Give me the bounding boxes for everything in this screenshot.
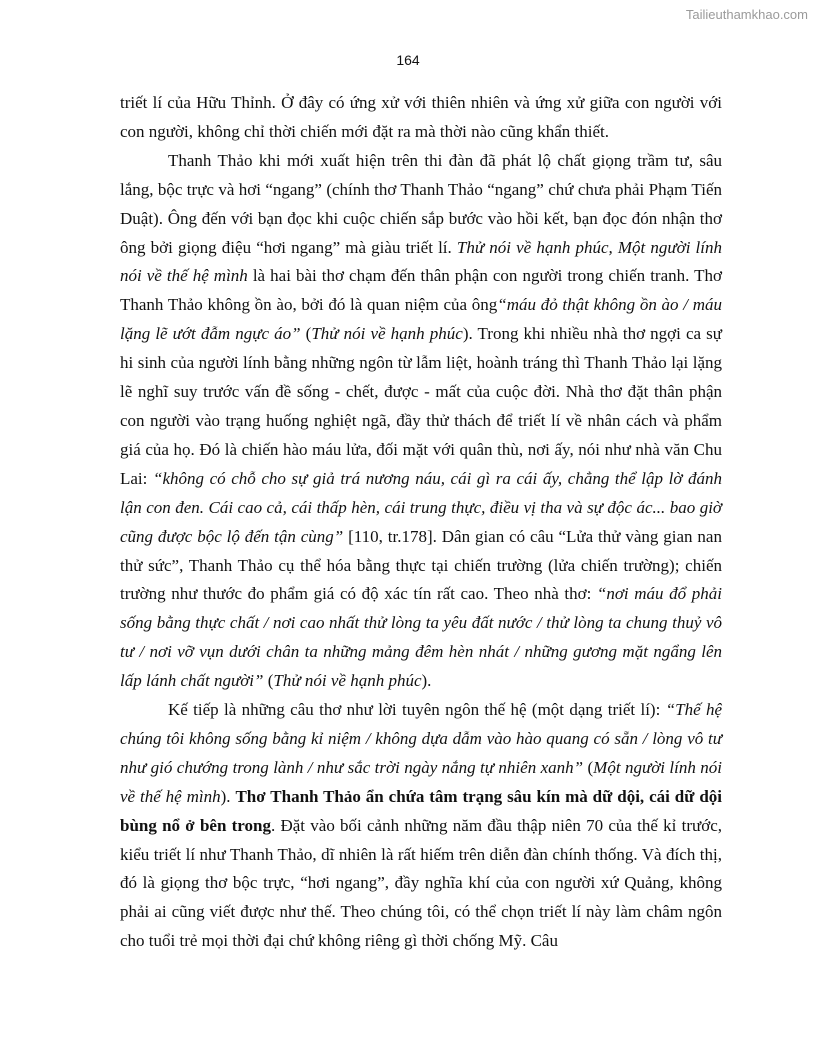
bold-thesis: Thơ Thanh Thảo ẩn chứa tâm trạng sâu kín mà dữ dội, cái dữ dội bùng nổ ở bên trong: [120, 786, 722, 835]
text-run: (: [583, 757, 594, 777]
paragraph-3: [120, 696, 722, 956]
text-run: (: [263, 671, 274, 691]
text-run: ).: [421, 671, 432, 691]
text-run: (: [300, 324, 312, 344]
prose-quote: “không có chỗ cho sự giả trá nương náu, cái gì ra cái ấy, chẳng thể lập lờ đánh lận con đen. Cái cao cả, cái thấp hèn, cái trung thực, điều vị tha và sự độc ác... bao giờ cũng được bộc lộ đến tận cùng”: [120, 468, 722, 546]
text-run: . Đặt vào bối cảnh những năm đầu thập niên 70 của thế kỉ trước, kiểu triết lí như Thanh Thảo, dĩ nhiên là rất hiếm trên diễn đàn chính thống. Và đích thị, đó là giọng thơ bộc trực, “hơi ngang”, đầy nghĩa khí của con người xứ Quảng, không phải ai cũng viết được như thế. Theo chúng tôi, có thể chọn triết lí này làm châm ngôn cho tuổi trẻ mọi thời đại chứ không riêng gì thời chống Mỹ. Câu: [120, 815, 723, 951]
poem-title: Thử nói về hạnh phúc: [311, 324, 463, 344]
paragraph-1: [120, 89, 722, 147]
poem-quote: “Thế hệ chúng tôi không sống bằng kỉ niệm / không dựa dẫm vào hào quang có sẵn / lòng vô tư như gió chướng trong lành / như sắc trời ngày nắng tự nhiên xanh”: [120, 700, 722, 777]
paragraph-2: [120, 147, 722, 696]
poem-title: Thử nói về hạnh phúc: [273, 671, 422, 691]
text-run: ).: [220, 786, 236, 806]
poem-quote: “máu đỏ thật không ồn ào / máu lặng lẽ ướt đẫm ngực áo”: [120, 295, 722, 344]
watermark: Tailieuthamkhao.com: [685, 7, 808, 22]
text-run: [110, tr.178]. Dân gian có câu “Lửa thử vàng gian nan thử sức”, Thanh Thảo cụ thể hóa bằng thực tại chiến trường (lửa chiến trường); chiến trường như thước đo phẩm giá có độ xác tín rất cao. Theo nhà thơ:: [120, 526, 722, 604]
poem-quote: “nơi máu đổ phải sống bằng thực chất / nơi cao nhất thử lòng ta yêu đất nước / thử lòng ta chung thuỷ vô tư / nơi vỡ vụn dưới chân ta những mảng đêm hèn nhát / những gương mặt ngẩng lên lấp lánh chất người”: [120, 584, 722, 691]
body-text: [120, 89, 722, 956]
text-run: triết lí của Hữu Thỉnh. Ở đây có ứng xử với thiên nhiên và ứng xử giữa con người với con người, không chỉ thời chiến mới đặt ra mà thời nào cũng khẩn thiết.: [120, 93, 722, 141]
poem-title: Một người lính nói về thế hệ mình: [120, 757, 722, 806]
page-number: 164: [396, 52, 420, 68]
text-run: Kế tiếp là những câu thơ như lời tuyên ngôn thế hệ (một dạng triết lí):: [168, 700, 666, 720]
text-run: ). Trong khi nhiều nhà thơ ngợi ca sự hi sinh của người lính bằng những ngôn từ lẫm liệt, hoành tráng thì Thanh Thảo lại lặng lẽ nghĩ suy trước vấn đề sống - chết, được - mất của cuộc đời. Nhà thơ đặt thân phận con người vào trạng huống nghiệt ngã, đầy thử thách để triết lí về nhân cách và phẩm giá của họ. Đó là chiến hào máu lửa, đối mặt với quân thù, nơi ấy, nói như nhà văn Chu Lai:: [120, 324, 722, 488]
text-run: là hai bài thơ chạm đến thân phận con người trong chiến tranh. Thơ Thanh Thảo không ồn ào, bởi đó là quan niệm của ông: [120, 266, 722, 315]
poem-titles: Thử nói về hạnh phúc, Một người lính nói về thế hệ mình: [120, 237, 723, 286]
text-run: Thanh Thảo khi mới xuất hiện trên thi đàn đã phát lộ chất giọng trầm tư, sâu lắng, bộc trực và hơi “ngang” (chính thơ Thanh Thảo “ngang” chứ chưa phải Phạm Tiến Duật). Ông đến với bạn đọc khi cuộc chiến sắp bước vào hồi kết, bạn đọc đón nhận thơ ông bởi giọng điệu “hơi ngang” mà giàu triết lí.: [120, 150, 722, 257]
